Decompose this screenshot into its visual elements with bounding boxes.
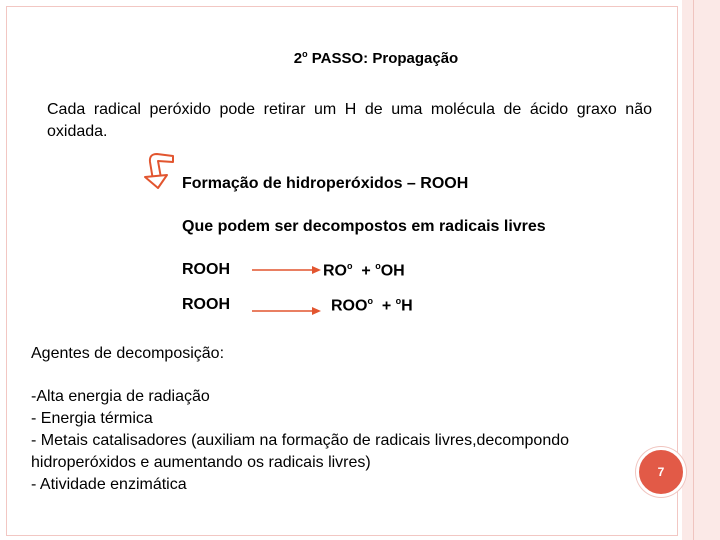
title-bold: PASSO: xyxy=(311,50,369,67)
page-number: 7 xyxy=(657,465,665,479)
list-item: hidroperóxidos e aumentando os radicais livres) xyxy=(31,454,371,471)
list-item: - Metais catalisadores (auxiliam na formação de radicais livres,decompondo xyxy=(31,432,570,449)
product-oh: OH xyxy=(380,262,405,280)
list-item: - Energia térmica xyxy=(31,410,153,427)
product-h: H xyxy=(401,297,413,315)
formation-line: Formação de hidroperóxidos – ROOH xyxy=(182,175,469,192)
radical-dot: o xyxy=(367,296,373,306)
radical-dot: o xyxy=(347,261,353,271)
curved-down-arrow-icon xyxy=(143,150,179,190)
side-band xyxy=(682,0,720,540)
right-arrow-icon xyxy=(252,305,322,317)
right-arrow-icon xyxy=(252,264,322,276)
page-number-badge xyxy=(636,447,686,497)
agents-heading: Agentes de decomposição: xyxy=(31,345,225,362)
plus-sign: + xyxy=(361,262,371,280)
title-rest: Propagação xyxy=(372,50,459,67)
reaction-2-products xyxy=(331,296,413,315)
side-line xyxy=(693,0,694,540)
title-ordinal: o xyxy=(302,49,308,59)
product-roo: ROO xyxy=(331,297,368,315)
reaction-1-products xyxy=(323,261,405,280)
agents-list xyxy=(31,386,569,496)
intro-paragraph: Cada radical peróxido pode retirar um H de uma molécula de ácido graxo não oxidada. xyxy=(47,101,652,140)
list-item: - Atividade enzimática xyxy=(31,476,187,493)
reaction-2-reactant: ROOH xyxy=(182,296,230,313)
title-number: 2 xyxy=(293,50,303,67)
plus-sign: + xyxy=(381,297,392,315)
decomposition-line: Que podem ser decompostos em radicais livres xyxy=(182,218,546,235)
radical-dot: o xyxy=(375,261,381,271)
slide-title xyxy=(0,49,720,67)
product-ro: RO xyxy=(323,262,347,280)
radical-dot: o xyxy=(395,296,402,306)
reaction-1-reactant: ROOH xyxy=(182,261,230,278)
list-item: -Alta energia de radiação xyxy=(31,388,210,405)
